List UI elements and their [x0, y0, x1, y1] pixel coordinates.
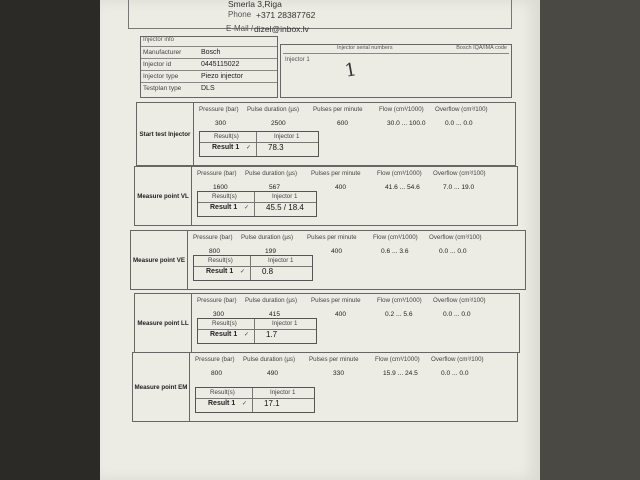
value-pulse: 490 — [267, 370, 279, 377]
test-block — [132, 352, 518, 422]
divider — [254, 319, 255, 343]
header-flow: Flow (cm³/1000) — [373, 234, 418, 241]
check-icon: ✓ — [244, 331, 250, 338]
value-flow: 0.2 ... 5.6 — [385, 311, 413, 318]
value-pulse: 2500 — [271, 120, 286, 127]
result-row-label: Result 1 — [210, 204, 238, 211]
header-pulses: Pulses per minute — [307, 234, 357, 241]
result-table — [197, 318, 317, 344]
test-name: Measure point LL — [135, 294, 192, 352]
injector-info-title: Injector info — [143, 37, 175, 43]
header-pressure: Pressure (bar) — [197, 170, 237, 177]
value-pulse: 199 — [265, 248, 277, 255]
info-value: DLS — [201, 85, 215, 92]
value-flow: 15.9 ... 24.5 — [383, 370, 418, 377]
header-pressure: Pressure (bar) — [199, 106, 239, 113]
value-overflow: 0.0 ... 0.0 — [445, 120, 473, 127]
injector-label: Injector 1 — [268, 257, 294, 264]
header-pulse: Pulse duration (µs) — [245, 297, 298, 304]
result-value: 0.8 — [262, 267, 274, 276]
info-key: Injector id — [143, 61, 172, 68]
iqa-code-header: Bosch IQA/IMA code — [456, 45, 507, 51]
header-flow: Flow (cm³/1000) — [377, 297, 422, 304]
result-value: 1.7 — [266, 330, 278, 339]
serial-numbers-box — [280, 44, 512, 98]
value-pulses: 400 — [335, 184, 347, 191]
divider — [252, 388, 253, 412]
value-overflow: 0.0 ... 0.0 — [439, 248, 467, 255]
value-overflow: 7.0 ... 19.0 — [443, 184, 475, 191]
header-flow: Flow (cm³/1000) — [375, 356, 420, 363]
value-pulses: 330 — [333, 370, 345, 377]
value-pulses: 400 — [331, 248, 343, 255]
test-name: Start test Injector — [137, 103, 194, 165]
email-label: E-Mail / — [226, 24, 254, 33]
results-label: Result(s) — [214, 133, 239, 140]
result-row-label: Result 1 — [212, 144, 240, 151]
test-name: Measure point VL — [135, 167, 192, 225]
test-block — [136, 102, 516, 166]
result-row-label: Result 1 — [210, 331, 238, 338]
serial-header: Injector serial numbers — [337, 45, 393, 51]
header-flow: Flow (cm³/1000) — [379, 106, 424, 113]
injector-info-box — [140, 36, 278, 98]
result-row-label: Result 1 — [206, 268, 234, 275]
header-overflow: Overflow (cm³/100) — [433, 170, 486, 177]
address-value: Smerla 3,Riga — [228, 0, 282, 9]
handwritten-mark: 1 — [343, 59, 359, 82]
result-value: 45.5 / 18.4 — [266, 203, 304, 212]
value-pulses: 400 — [335, 311, 347, 318]
header-pulse: Pulse duration (µs) — [245, 170, 298, 177]
info-row — [141, 82, 277, 95]
header-overflow: Overflow (cm³/100) — [435, 106, 488, 113]
test-block — [134, 166, 518, 226]
info-value: Piezo injector — [201, 73, 244, 80]
injector-label: Injector 1 — [272, 320, 298, 327]
value-pulse: 567 — [269, 184, 281, 191]
check-icon: ✓ — [244, 204, 250, 211]
test-block — [130, 230, 526, 290]
results-label: Result(s) — [208, 257, 233, 264]
info-key: Testplan type — [143, 85, 182, 92]
results-label: Result(s) — [212, 193, 237, 200]
test-name: Measure point EM — [133, 353, 190, 421]
divider — [256, 132, 257, 156]
header-pulse: Pulse duration (µs) — [243, 356, 296, 363]
injector-label: Injector 1 — [272, 193, 298, 200]
phone-value: +371 28387762 — [256, 10, 316, 20]
header-overflow: Overflow (cm³/100) — [431, 356, 484, 363]
header-pulse: Pulse duration (µs) — [241, 234, 294, 241]
value-pressure: 1600 — [213, 184, 228, 191]
header-pulses: Pulses per minute — [309, 356, 359, 363]
check-icon: ✓ — [240, 268, 246, 275]
header-overflow: Overflow (cm³/100) — [429, 234, 482, 241]
divider — [283, 53, 509, 54]
value-pulses: 600 — [337, 120, 349, 127]
header-pulses: Pulses per minute — [311, 170, 361, 177]
check-icon: ✓ — [246, 144, 252, 151]
value-pressure: 300 — [215, 120, 227, 127]
injector-label: Injector 1 — [274, 133, 300, 140]
divider — [250, 256, 251, 280]
header-pulses: Pulses per minute — [311, 297, 361, 304]
result-row-label: Result 1 — [208, 400, 236, 407]
value-overflow: 0.0 ... 0.0 — [443, 311, 471, 318]
phone-label: Phone — [228, 10, 252, 19]
info-key: Manufacturer — [143, 49, 182, 56]
check-icon: ✓ — [242, 400, 248, 407]
injector-label: Injector 1 — [270, 389, 296, 396]
info-value: Bosch — [201, 49, 221, 56]
email-value: dizel@inbox.lv — [254, 24, 309, 34]
value-overflow: 0.0 ... 0.0 — [441, 370, 469, 377]
header-box — [128, 0, 512, 29]
result-table — [193, 255, 313, 281]
value-flow: 0.6 ... 3.6 — [381, 248, 409, 255]
result-table — [195, 387, 315, 413]
background-left — [0, 0, 100, 480]
result-table — [199, 131, 319, 157]
value-flow: 30.0 ... 100.0 — [387, 120, 426, 127]
results-label: Result(s) — [212, 320, 237, 327]
header-overflow: Overflow (cm³/100) — [433, 297, 486, 304]
value-pressure: 300 — [213, 311, 225, 318]
header-flow: Flow (cm³/1000) — [377, 170, 422, 177]
results-label: Result(s) — [210, 389, 235, 396]
background-right — [540, 0, 640, 480]
header-pulse: Pulse duration (µs) — [247, 106, 300, 113]
test-block — [134, 293, 520, 353]
header-pressure: Pressure (bar) — [195, 356, 235, 363]
value-pressure: 800 — [209, 248, 221, 255]
serial-row-label: Injector 1 — [285, 57, 310, 63]
value-flow: 41.6 ... 54.6 — [385, 184, 420, 191]
header-pulses: Pulses per minute — [313, 106, 363, 113]
result-table — [197, 191, 317, 217]
header-pressure: Pressure (bar) — [197, 297, 237, 304]
info-key: Injector type — [143, 73, 179, 80]
divider — [254, 192, 255, 216]
header-pressure: Pressure (bar) — [193, 234, 233, 241]
result-value: 78.3 — [268, 143, 284, 152]
value-pressure: 800 — [211, 370, 223, 377]
value-pulse: 415 — [269, 311, 281, 318]
result-value: 17.1 — [264, 399, 280, 408]
test-name: Measure point VE — [131, 231, 188, 289]
info-value: 0445115022 — [201, 61, 240, 68]
